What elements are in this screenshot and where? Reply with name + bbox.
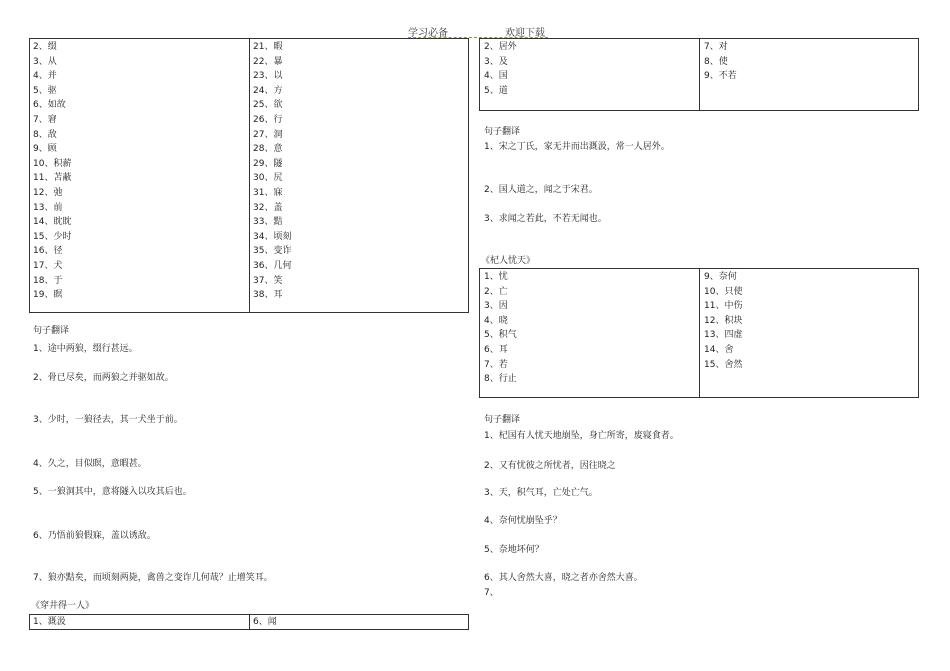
vocab-item: 2、居外: [484, 42, 517, 52]
vocab-item: 36、几何: [253, 260, 292, 271]
vocab-item: 5、道: [484, 85, 508, 96]
vocab-item: 37、笑: [253, 275, 283, 286]
vocab-item: 3、因: [484, 301, 508, 312]
translate-item: 3、天，积气耳，亡处亡气。: [484, 488, 598, 498]
vocab-column-2: [704, 270, 742, 372]
vocab-item: 9、顾: [33, 144, 57, 155]
translate-item: 1、杞国有人忧天地崩坠，身亡所寄，废寝食者。: [484, 431, 679, 441]
vocab-item: 22、暴: [253, 56, 283, 67]
vocab-item: 3、及: [484, 56, 508, 67]
vocab-item: 33、黠: [253, 217, 283, 228]
vocab-item: 14、舍: [704, 344, 734, 355]
vocab-item: 1、忧: [484, 272, 508, 282]
vocab-table-well: [479, 38, 919, 111]
vocab-item: 30、尻: [253, 173, 283, 184]
vocab-column-1: [484, 40, 517, 98]
vocab-item: 3、从: [33, 56, 57, 67]
translate-item: 3、求闻之若此，不若无闻也。: [484, 214, 607, 224]
vocab-item: 11、苫蔽: [33, 173, 72, 184]
vocab-item: 29、隧: [253, 158, 283, 169]
vocab-column-1: [33, 40, 71, 303]
vocab-item: 18、于: [33, 275, 63, 286]
table-divider: [699, 269, 700, 397]
translate-item: 5、一狼洞其中，意将隧入以攻其后也。: [33, 487, 192, 497]
vocab-item: 9、奈何: [704, 272, 737, 282]
translate-item: 4、奈何忧崩坠乎？: [484, 516, 562, 526]
vocab-item: 5、驱: [33, 85, 57, 96]
vocab-item: 27、洞: [253, 129, 283, 140]
vocab-item: 1、溉汲: [33, 617, 66, 627]
vocab-item: 4、并: [33, 71, 57, 82]
section-title: 《杞人忧天》: [481, 256, 536, 266]
vocab-item: 24、方: [253, 85, 283, 96]
vocab-item: 38、耳: [253, 290, 283, 301]
translate-item: 7、: [484, 588, 499, 598]
vocab-item: 6、闻: [253, 617, 277, 627]
header-right: 欢迎下载: [505, 28, 545, 39]
vocab-item: 16、径: [33, 246, 63, 257]
vocab-item: 4、晓: [484, 315, 508, 326]
vocab-item: 13、前: [33, 202, 63, 213]
table-divider: [699, 39, 700, 110]
translate-item: 2、又有忧彼之所忧者，因往晓之: [484, 461, 616, 471]
translate-item: 6、其人舍然大喜，晓之者亦舍然大喜。: [484, 573, 643, 583]
vocab-item: 7、若: [484, 359, 508, 370]
vocab-item: 34、顷刻: [253, 231, 292, 242]
vocab-item: 2、亡: [484, 286, 508, 297]
translate-item: 2、骨已尽矣，而两狼之并驱如故。: [33, 373, 174, 383]
vocab-item: 7、对: [704, 42, 728, 52]
vocab-item: 12、弛: [33, 187, 63, 198]
vocab-item: 11、中伤: [704, 301, 743, 312]
vocab-item: 31、寐: [253, 187, 283, 198]
vocab-item: 32、盖: [253, 202, 283, 213]
vocab-item: 8、行止: [484, 374, 517, 385]
translate-item: 2、国人道之，闻之于宋君。: [484, 185, 598, 195]
vocab-column-1: [484, 270, 517, 387]
vocab-item: 17、犬: [33, 260, 63, 271]
vocab-item: 6、如故: [33, 100, 66, 111]
section-title: 《穿井得一人》: [31, 601, 95, 611]
vocab-item: 2、缀: [33, 42, 57, 52]
vocab-item: 26、行: [253, 114, 283, 125]
vocab-item: 8、敌: [33, 129, 57, 140]
vocab-item: 28、意: [253, 144, 283, 155]
vocab-column-2: [253, 40, 291, 303]
section-heading: 句子翻译: [484, 127, 521, 137]
section-heading: 句子翻译: [33, 326, 70, 336]
vocab-item: 10、只使: [704, 286, 743, 297]
vocab-item: 35、变诈: [253, 246, 292, 257]
vocab-item: 9、不若: [704, 71, 737, 82]
translate-item: 6、乃悟前狼假寐，盖以诱敌。: [33, 531, 156, 541]
vocab-item: 8、使: [704, 56, 728, 67]
translate-item: 1、途中两狼，缀行甚远。: [33, 344, 138, 354]
vocab-item: 19、瞑: [33, 290, 63, 301]
vocab-item: 5、积气: [484, 330, 517, 341]
vocab-table-wolf: [29, 38, 469, 313]
header-left: 学习必备: [408, 28, 448, 39]
vocab-table-qi: [479, 268, 919, 398]
translate-item: 1、宋之丁氏，家无井而出溉汲，常一人居外。: [484, 142, 670, 152]
table-divider: [249, 615, 250, 629]
vocab-table-well-row: [29, 614, 469, 630]
section-heading: 句子翻译: [484, 415, 521, 425]
vocab-item: 7、窘: [33, 114, 57, 125]
vocab-item: 14、眈眈: [33, 217, 72, 228]
translate-item: 7、狼亦黠矣，而顷刻两毙，禽兽之变诈几何哉？止增笑耳。: [33, 573, 273, 583]
table-divider: [249, 39, 250, 312]
vocab-item: 23、以: [253, 71, 283, 82]
vocab-item: 12、积块: [704, 315, 743, 326]
vocab-item: 13、四虚: [704, 330, 743, 341]
vocab-column-2: [704, 40, 737, 84]
vocab-item: 15、少时: [33, 231, 72, 242]
translate-item: 5、奈地坏何？: [484, 545, 544, 555]
vocab-item: 21、暇: [253, 42, 283, 52]
translate-item: 4、久之，目似瞑，意暇甚。: [33, 459, 147, 469]
vocab-item: 15、舍然: [704, 359, 743, 370]
translate-item: 3、少时，一狼径去，其一犬坐于前。: [33, 415, 183, 425]
vocab-item: 6、耳: [484, 344, 508, 355]
vocab-item: 10、积薪: [33, 158, 72, 169]
vocab-item: 25、欲: [253, 100, 283, 111]
vocab-item: 4、国: [484, 71, 508, 82]
